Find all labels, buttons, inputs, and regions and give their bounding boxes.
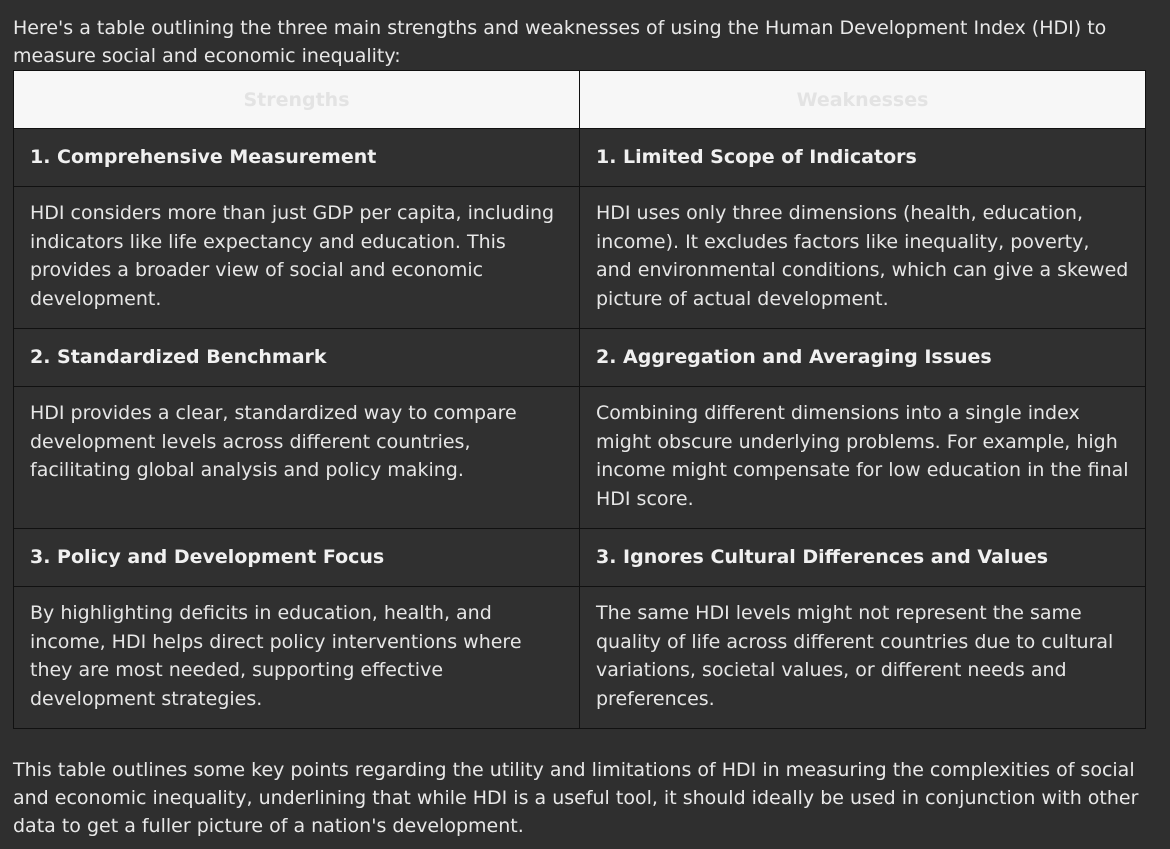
table-row <box>14 587 1146 729</box>
weakness-title-cell: 2. Aggregation and Averaging Issues <box>580 329 1146 387</box>
strength-text-cell: HDI provides a clear, standardized way to compare development levels across different countries, facilitating global analysis and policy making. <box>14 387 580 529</box>
strength-text-cell: HDI considers more than just GDP per capita, including indicators like life expectancy and education. This provides a broader view of social and economic development. <box>14 187 580 329</box>
strength-title-cell: 2. Standardized Benchmark <box>14 329 580 387</box>
hdi-comparison-table <box>13 70 1146 729</box>
table-row <box>14 387 1146 529</box>
weakness-title-cell: 3. Ignores Cultural Differences and Values <box>580 529 1146 587</box>
header-row <box>14 71 1146 129</box>
table-header <box>14 71 1146 129</box>
strength-text-cell: By highlighting deficits in education, health, and income, HDI helps direct policy interventions where they are most needed, supporting effective development strategies. <box>14 587 580 729</box>
table-row <box>14 129 1146 187</box>
table-row <box>14 529 1146 587</box>
table-body <box>14 129 1146 729</box>
intro-paragraph: Here's a table outlining the three main strengths and weaknesses of using the Human Development Index (HDI) to measure social and economic inequality: <box>13 17 1107 67</box>
strength-title-cell: 1. Comprehensive Measurement <box>14 129 580 187</box>
strength-title-cell: 3. Policy and Development Focus <box>14 529 580 587</box>
weakness-text-cell: The same HDI levels might not represent the same quality of life across different countries due to cultural variations, societal values, or different needs and preferences. <box>580 587 1146 729</box>
header-weaknesses: Weaknesses <box>580 71 1146 129</box>
header-strengths: Strengths <box>14 71 580 129</box>
weakness-title-cell: 1. Limited Scope of Indicators <box>580 129 1146 187</box>
table-row <box>14 329 1146 387</box>
weakness-text-cell: HDI uses only three dimensions (health, education, income). It excludes factors like inequality, poverty, and environmental conditions, which can give a skewed picture of actual development. <box>580 187 1146 329</box>
weakness-text-cell: Combining different dimensions into a single index might obscure underlying problems. For example, high income might compensate for low education in the final HDI score. <box>580 387 1146 529</box>
table-row <box>14 187 1146 329</box>
outro-paragraph: This table outlines some key points regarding the utility and limitations of HDI in measuring the complexities of social and economic inequality, underlining that while HDI is a useful tool, it should ideally be used in conjunction with other data to get a fuller picture of a nation's development. <box>13 759 1139 837</box>
